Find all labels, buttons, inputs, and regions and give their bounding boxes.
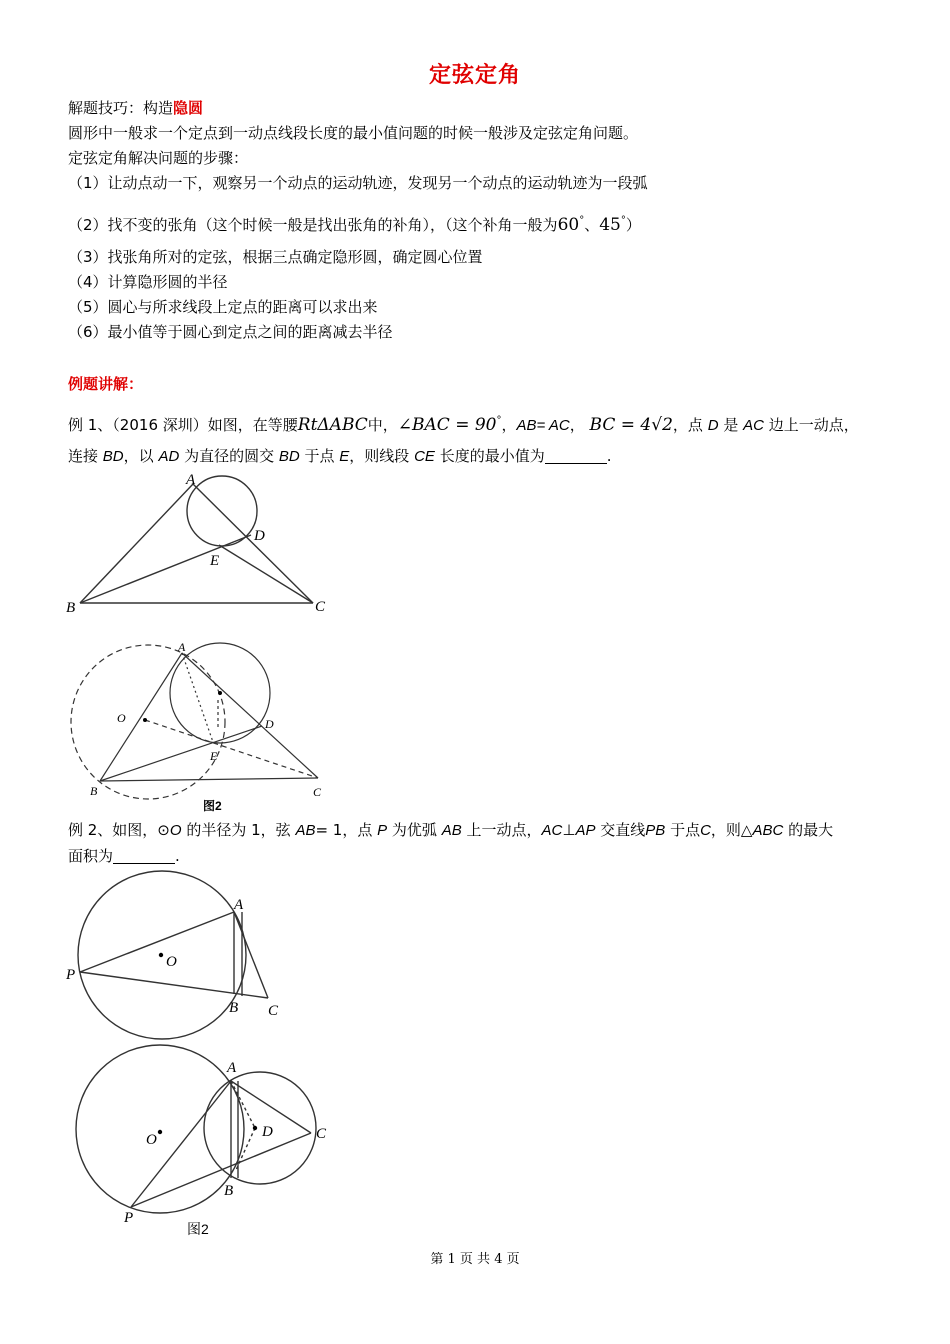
- ex1-text: ，点: [672, 416, 703, 434]
- ex1-bd: BD: [278, 448, 300, 465]
- tips-highlight: 隐圆: [173, 99, 204, 117]
- ex1-angle: ∠BAC = 90: [397, 415, 497, 435]
- steps-title: 定弦定角解决问题的步骤：: [68, 149, 249, 167]
- ex1-bc: BC = 4√2: [589, 415, 673, 435]
- ex2-pb: PB: [645, 822, 666, 839]
- ex1-text: ，则线段: [349, 447, 410, 465]
- label-c: C: [268, 1003, 279, 1019]
- step-6: （6）最小值等于圆心到定点之间的距离减去半径: [68, 323, 393, 341]
- ex2-ab: AB: [295, 822, 316, 839]
- label-o: O: [117, 711, 126, 725]
- label-d: D: [262, 1124, 273, 1140]
- step-2-end: ）: [625, 216, 641, 234]
- intro-line: 圆形中一般求一个定点到一动点线段长度的最小值问题的时候一般涉及定弦定角问题。: [68, 124, 639, 142]
- ex1-text: 例 1、（2016 深圳）如图，在等腰: [68, 416, 298, 434]
- point-d: [253, 1126, 257, 1130]
- circle-d: [204, 1072, 316, 1184]
- ex2-text: 面积为: [68, 847, 114, 865]
- step-2-text: （2）找不变的张角（这个时候一般是找出张角的补角），（这个补角一般为: [68, 216, 558, 234]
- ex1-ac: AC: [743, 417, 764, 434]
- ex2-text: .: [175, 847, 180, 865]
- label-b: B: [66, 600, 76, 616]
- ex1-text: .: [606, 447, 612, 465]
- label-o: O: [146, 1132, 157, 1148]
- ex1-text: ，以: [123, 447, 154, 465]
- ex1-d: D: [707, 417, 719, 434]
- ex1-text: 长度的最小值为: [439, 447, 545, 465]
- ex2-ap: AP: [575, 822, 596, 839]
- ex1-text: 连接: [68, 447, 99, 465]
- step-4: （4）计算隐形圆的半径: [68, 273, 228, 291]
- ex1-ad: AD: [158, 448, 180, 465]
- point-o: [158, 1130, 162, 1134]
- label-o: O: [166, 954, 177, 970]
- label-d: D: [265, 717, 274, 731]
- ex1-e: E: [339, 448, 350, 465]
- ex1-ab-ac: AB= AC: [516, 417, 570, 434]
- ex1-text: 边上一动点，: [768, 416, 859, 434]
- ex2-text: 例 2、如图，⊙: [68, 821, 170, 839]
- ex2-text: 于点: [670, 821, 701, 839]
- label-b: B: [224, 1183, 234, 1199]
- figure-caption: 图2: [187, 1221, 209, 1237]
- ex1-rt-triangle: RtΔABC: [297, 415, 368, 435]
- label-a: A: [234, 897, 244, 913]
- segment-pc: [131, 1133, 311, 1207]
- angle-45: 45: [599, 215, 621, 235]
- label-p: P: [66, 967, 76, 983]
- label-b: B: [90, 784, 98, 798]
- ex2-text: 的半径为 1，弦: [186, 821, 291, 839]
- label-c: C: [316, 1126, 327, 1142]
- step-2-sep: 、: [584, 216, 600, 234]
- ex1-bd: BD: [102, 448, 124, 465]
- label-a: A: [227, 1060, 237, 1076]
- angle-60: 60: [557, 215, 580, 235]
- ex1-text: ，: [501, 416, 517, 434]
- page-title: 定弦定角: [428, 63, 521, 88]
- ex2-p: P: [377, 822, 388, 839]
- label-a: A: [178, 640, 186, 654]
- segment-db: [236, 1128, 255, 1170]
- ex2-abc: ABC: [752, 822, 784, 839]
- ex2-text: ，则△: [710, 821, 753, 839]
- ex1-text: 中，: [367, 416, 398, 434]
- figure-caption: 图2: [203, 799, 222, 813]
- label-e: E: [210, 553, 220, 569]
- label-a: A: [186, 472, 196, 488]
- label-c: C: [315, 599, 326, 615]
- label-p: P: [124, 1210, 134, 1226]
- page-footer: 第 1 页 共 4 页: [430, 1252, 520, 1267]
- label-d: D: [254, 528, 265, 544]
- examples-heading: 例题讲解：: [68, 375, 144, 393]
- degree-mark: °: [496, 415, 502, 426]
- label-b: B: [229, 1000, 239, 1016]
- ex1-text: 是: [723, 416, 739, 434]
- ex2-o: O: [169, 822, 182, 839]
- step-3: （3）找张角所对的定弦，根据三点确定隐形圆，确定圆心位置: [68, 248, 483, 266]
- ex1-text: 为直径的圆交: [184, 447, 275, 465]
- step-1: （1）让动点动一下，观察另一个动点的运动轨迹，发现另一个动点的运动轨迹为一段弧: [68, 174, 648, 192]
- ex2-text: 交直线: [600, 821, 646, 839]
- ex2-text: 的最大: [788, 821, 834, 839]
- ex1-text: 于点: [304, 447, 335, 465]
- circle-o: [76, 1045, 244, 1213]
- ex2-text: 上一动点，: [466, 821, 542, 839]
- label-c: C: [313, 785, 322, 799]
- tips-label: 解题技巧：构造: [68, 99, 174, 117]
- degree-mark: °: [579, 215, 585, 226]
- ex2-ab: AB: [441, 822, 462, 839]
- degree-mark: °: [620, 215, 626, 226]
- ex1-ce: CE: [414, 448, 435, 465]
- step-5: （5）圆心与所求线段上定点的距离可以求出来: [68, 298, 378, 316]
- label-e: E: [210, 749, 218, 763]
- ex2-text: ⊥: [562, 821, 576, 839]
- ex2-text: = 1，点: [315, 821, 373, 839]
- ex1-text: ，: [569, 416, 585, 434]
- ex2-ac: AC: [541, 822, 563, 839]
- ex2-c: C: [700, 822, 711, 839]
- ex2-text: 为优弧: [391, 821, 437, 839]
